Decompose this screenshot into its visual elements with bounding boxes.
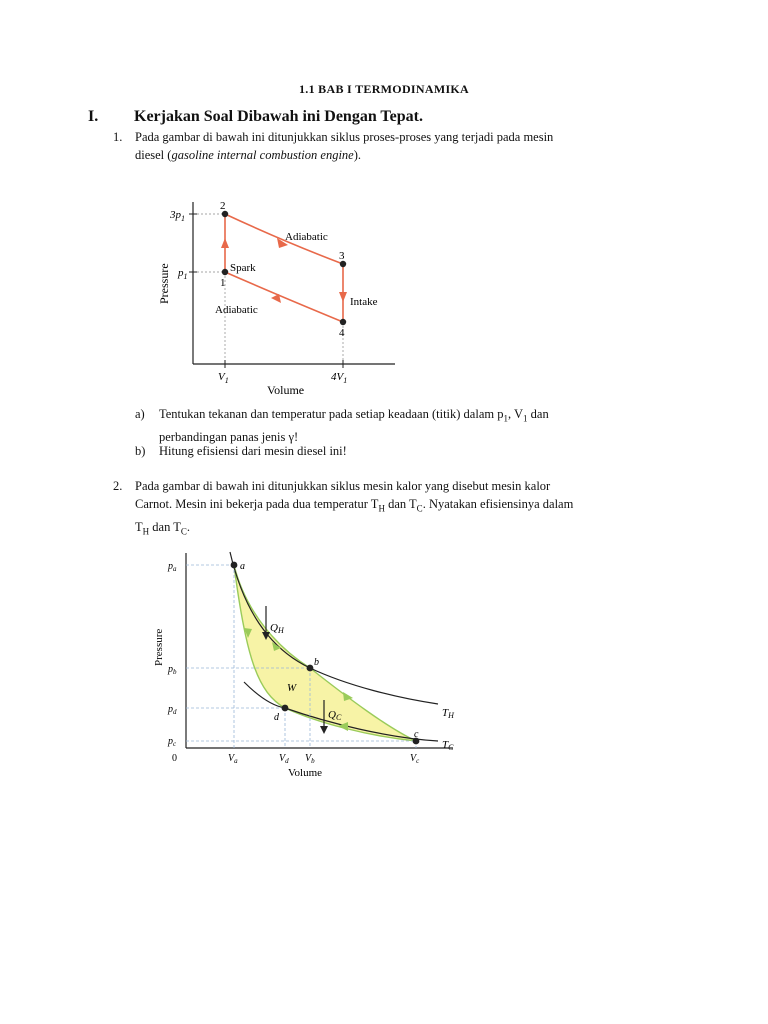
q1-a-line-2: perbandingan panas jenis γ! [159, 429, 299, 444]
fig2-origin: 0 [172, 753, 177, 764]
fig2-label-th: TH [442, 707, 454, 720]
q1-line2-italic: gasoline internal combustion engine [171, 148, 354, 162]
section-title: Kerjakan Soal Dibawah ini Dengan Tepat. [134, 108, 423, 125]
question-1-text [135, 128, 677, 164]
fig2-xtick-vd: $V_d$ [279, 753, 289, 765]
fig1-label-4: 4 [339, 327, 345, 339]
fig1-ylabel: Pressure [157, 263, 171, 304]
fig2-qc-arrow-head [320, 726, 328, 734]
fig1-label-1: 1 [220, 277, 226, 289]
fig2-ytick-pa: $p_a$ [168, 561, 177, 573]
fig1-ytick-3p1: $3p_1$ [170, 209, 185, 223]
question-1-line-1: Pada gambar di bawah ini ditunjukkan siklus proses-proses yang terjadi pada mesin [135, 130, 554, 144]
fig2-xtick-va: $V_a$ [228, 753, 238, 765]
fig2-label-b: b [314, 657, 319, 668]
question-2-line-3: $T_H$ dan $T_C$. [135, 519, 190, 536]
fig1-point-4 [340, 319, 346, 325]
question-1-number: 1. [113, 130, 123, 144]
fig1-label-intake: Intake [350, 296, 378, 308]
q1-line2-end: ). [353, 148, 362, 162]
fig1-label-3: 3 [339, 250, 345, 262]
document-heading: 1.1 BAB I TERMODINAMIKA [298, 82, 470, 96]
q1-a-line-1: Tentukan tekanan dan temperatur pada setiap keadaan (titik) dalam $p_1$, $V_1$ dan [159, 407, 549, 424]
fig1-arrow-up [221, 238, 229, 248]
fig2-xtick-vb: $V_b$ [305, 753, 315, 765]
question-2-line-2: Carnot. Mesin ini bekerja pada dua temperatur $T_H$ dan $T_C$. Nyatakan efisiensinya dalam [135, 497, 574, 514]
fig2-label-d: d [274, 712, 279, 723]
fig1-xtick-v1: $V_1$ [218, 371, 229, 385]
fig2-label-qh: QH [270, 622, 284, 635]
q1-line2-start: diesel ( [135, 148, 172, 162]
fig2-label-w: W [287, 682, 297, 694]
question-2-text [135, 477, 677, 540]
fig1-label-spark: Spark [230, 262, 256, 274]
fig2-label-tc: TC [442, 739, 454, 752]
fig2-point-d [282, 705, 289, 712]
fig1-xtick-4v1: $4V_1$ [331, 371, 348, 385]
fig1-point-1 [222, 269, 228, 275]
figure-2-carnot-diagram [148, 548, 468, 783]
fig2-cycle-region [234, 565, 416, 741]
q1-b-text: Hitung efisiensi dari mesin diesel ini! [159, 444, 347, 458]
fig2-xtick-vc: $V_c$ [410, 753, 420, 765]
question-2-line-1: Pada gambar di bawah ini ditunjukkan siklus mesin kalor yang disebut mesin kalor [135, 479, 551, 493]
fig1-ytick-p1: $p_1$ [178, 267, 188, 281]
fig2-ytick-pd: $p_d$ [168, 704, 177, 716]
section-number: I. [88, 108, 99, 125]
fig2-ytick-pb: $p_b$ [168, 664, 177, 676]
fig2-label-qc: QC [328, 709, 342, 722]
fig2-ylabel: Pressure [153, 628, 165, 666]
fig2-xlabel: Volume [288, 767, 323, 779]
question-1-line-2 [135, 146, 677, 164]
q1-a-text [159, 405, 677, 446]
question-2-number: 2. [113, 479, 123, 493]
fig2-ytick-pc: $p_c$ [168, 736, 177, 748]
fig1-xlabel: Volume [267, 383, 305, 397]
fig2-point-a [231, 562, 238, 569]
fig1-label-2: 2 [220, 200, 226, 212]
q1-a-letter: a) [135, 407, 145, 421]
fig2-point-b [307, 665, 314, 672]
figure-1-pv-diagram [155, 192, 405, 397]
fig1-label-adiabatic-top: Adiabatic [285, 231, 328, 243]
fig2-label-c: c [414, 729, 419, 740]
fig1-label-adiabatic-bottom: Adiabatic [215, 304, 258, 316]
fig1-arrow-down [339, 292, 347, 302]
q1-b-letter: b) [135, 444, 146, 458]
fig2-label-a: a [240, 561, 245, 572]
